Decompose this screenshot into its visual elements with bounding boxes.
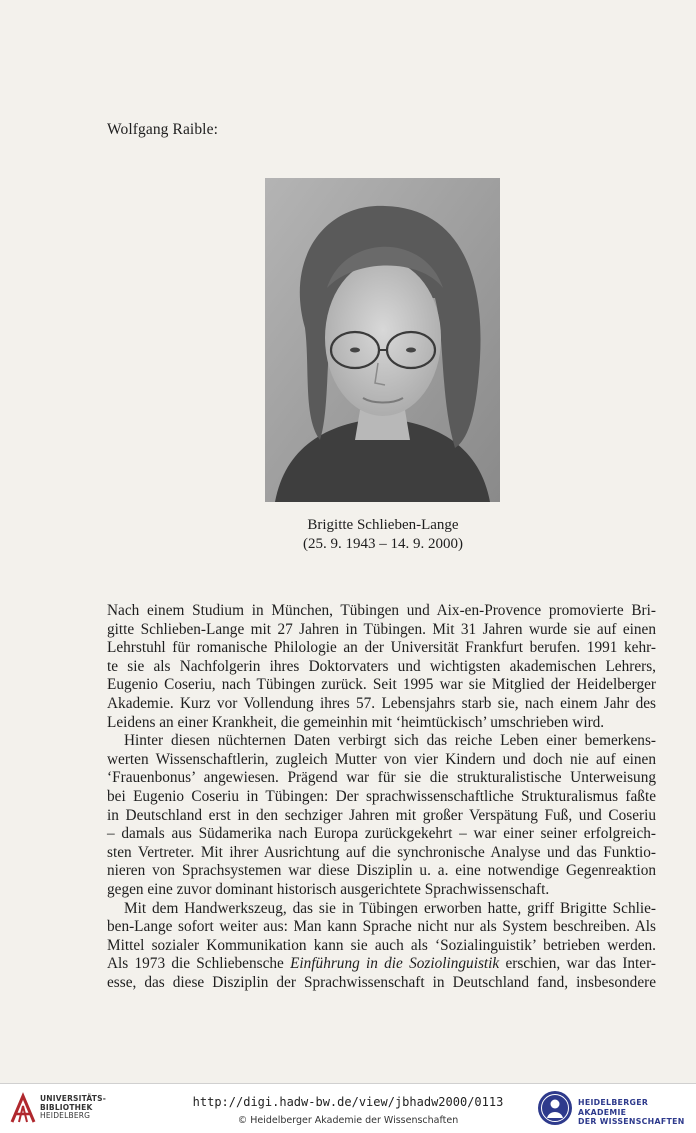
academy-line: DER WISSENSCHAFTEN: [578, 1117, 685, 1126]
portrait-image: [265, 178, 500, 502]
text-line: [107, 955, 656, 974]
text-line: Eugenio Coseriu, nach Tübingen zurück. Seit 1995 war sie Mitglied der Heidelberger: [107, 676, 656, 694]
text-line: ben-Lange sofort weiter aus: Man kann Sprache nicht nur als System beschreiben. Als: [107, 918, 656, 936]
text-line: ‘Frauenbonus’ angewiesen. Prägend war für sie die strukturalistische Unterweisung: [107, 769, 656, 787]
copyright-text: © Heidelberger Akademie der Wissenschaften: [237, 1115, 459, 1126]
viewer-footer: [0, 1083, 696, 1133]
photo-caption-name: Brigitte Schlieben-Lange: [307, 517, 459, 533]
text-line: te sie als Nachfolgerin ihres Doktorvaters und wichtigsten akademischen Lehrers,: [107, 657, 656, 675]
academy-line: HEIDELBERGER AKADEMIE: [578, 1098, 649, 1117]
text-line: sten Vertreter. Mit ihrer Ausrichtung auf die synchronische Analyse und das Funktio-: [107, 843, 656, 861]
text-line: werten Wissenschaftlerin, zugleich Mutter von vier Kindern und doch nie auf einen: [107, 750, 656, 768]
academy-label[interactable]: [578, 1098, 696, 1127]
text-line: in Deutschland erst in den sechziger Jahren mit großer Verspätung Fuß, und Coseriu: [107, 806, 656, 824]
library-line: UNIVERSITÄTS-: [40, 1094, 107, 1103]
text-segment: Als 1973 die Schliebensche: [107, 955, 291, 973]
text-line: gegen eine zuvor dominant historisch ausgerichtete Sprachwissenschaft.: [107, 880, 550, 898]
body-text: [107, 602, 656, 992]
text-line: Mittel sozialer Kommunikation kann sie auch als ‘Sozialinguistik’ betrieben werden.: [107, 936, 656, 954]
photo-caption-dates: (25. 9. 1943 – 14. 9. 2000): [303, 536, 463, 552]
text-line: nieren von Sprachsystemen war diese Disziplin u. a. eine notwendige Gegenreaktion: [107, 862, 656, 880]
library-line: BIBLIOTHEK: [40, 1102, 93, 1112]
text-line: Nach einem Studium in München, Tübingen und Aix-en-Provence promovierte Bri-: [107, 602, 656, 619]
text-line: – damals aus Südamerika nach Europa zurückgekehrt – war einer seiner erfolgreich-: [107, 825, 656, 843]
text-segment: erschien, war das Inter-: [499, 955, 656, 973]
text-line: esse, das diese Disziplin der Sprachwissenschaft in Deutschland fand, insbesondere: [107, 973, 656, 991]
text-line: gitte Schlieben-Lange mit 27 Jahren in Tübingen. Mit 31 Jahren wurde sie auf einen: [107, 620, 656, 638]
academy-seal-icon[interactable]: [537, 1090, 573, 1126]
author-heading: Wolfgang Raible:: [107, 121, 218, 138]
text-line: Lehrstuhl für romanische Philologie an der Universität Frankfurt berufen. 1991 kehr-: [107, 639, 656, 657]
text-line: bei Eugenio Coseriu in Tübingen: Der sprachwissenschaftliche Strukturalismus faßte: [107, 787, 656, 805]
page-url-link[interactable]: http://digi.hadw-bw.de/view/jbhadw2000/0113: [192, 1095, 504, 1109]
text-line: Hinter diesen nüchternen Daten verbirgt sich das reiche Leben einer bemerkens-: [124, 732, 656, 750]
book-title: Einführung in die Soziolinguistik: [290, 955, 500, 973]
text-line: Mit dem Handwerkszeug, das sie in Tübingen erworben hatte, griff Brigitte Schlie-: [124, 899, 656, 917]
library-line: HEIDELBERG: [40, 1111, 91, 1120]
portrait-photo: [265, 178, 500, 502]
text-line: Leidens an einer Krankheit, die gemeinhin mit ‘heimtückisch’ umschrieben wird.: [107, 713, 605, 731]
text-line: Akademie. Kurz vor Vollendung ihres 57. Lebensjahrs starb sie, nach einem Jahr des: [107, 694, 656, 712]
